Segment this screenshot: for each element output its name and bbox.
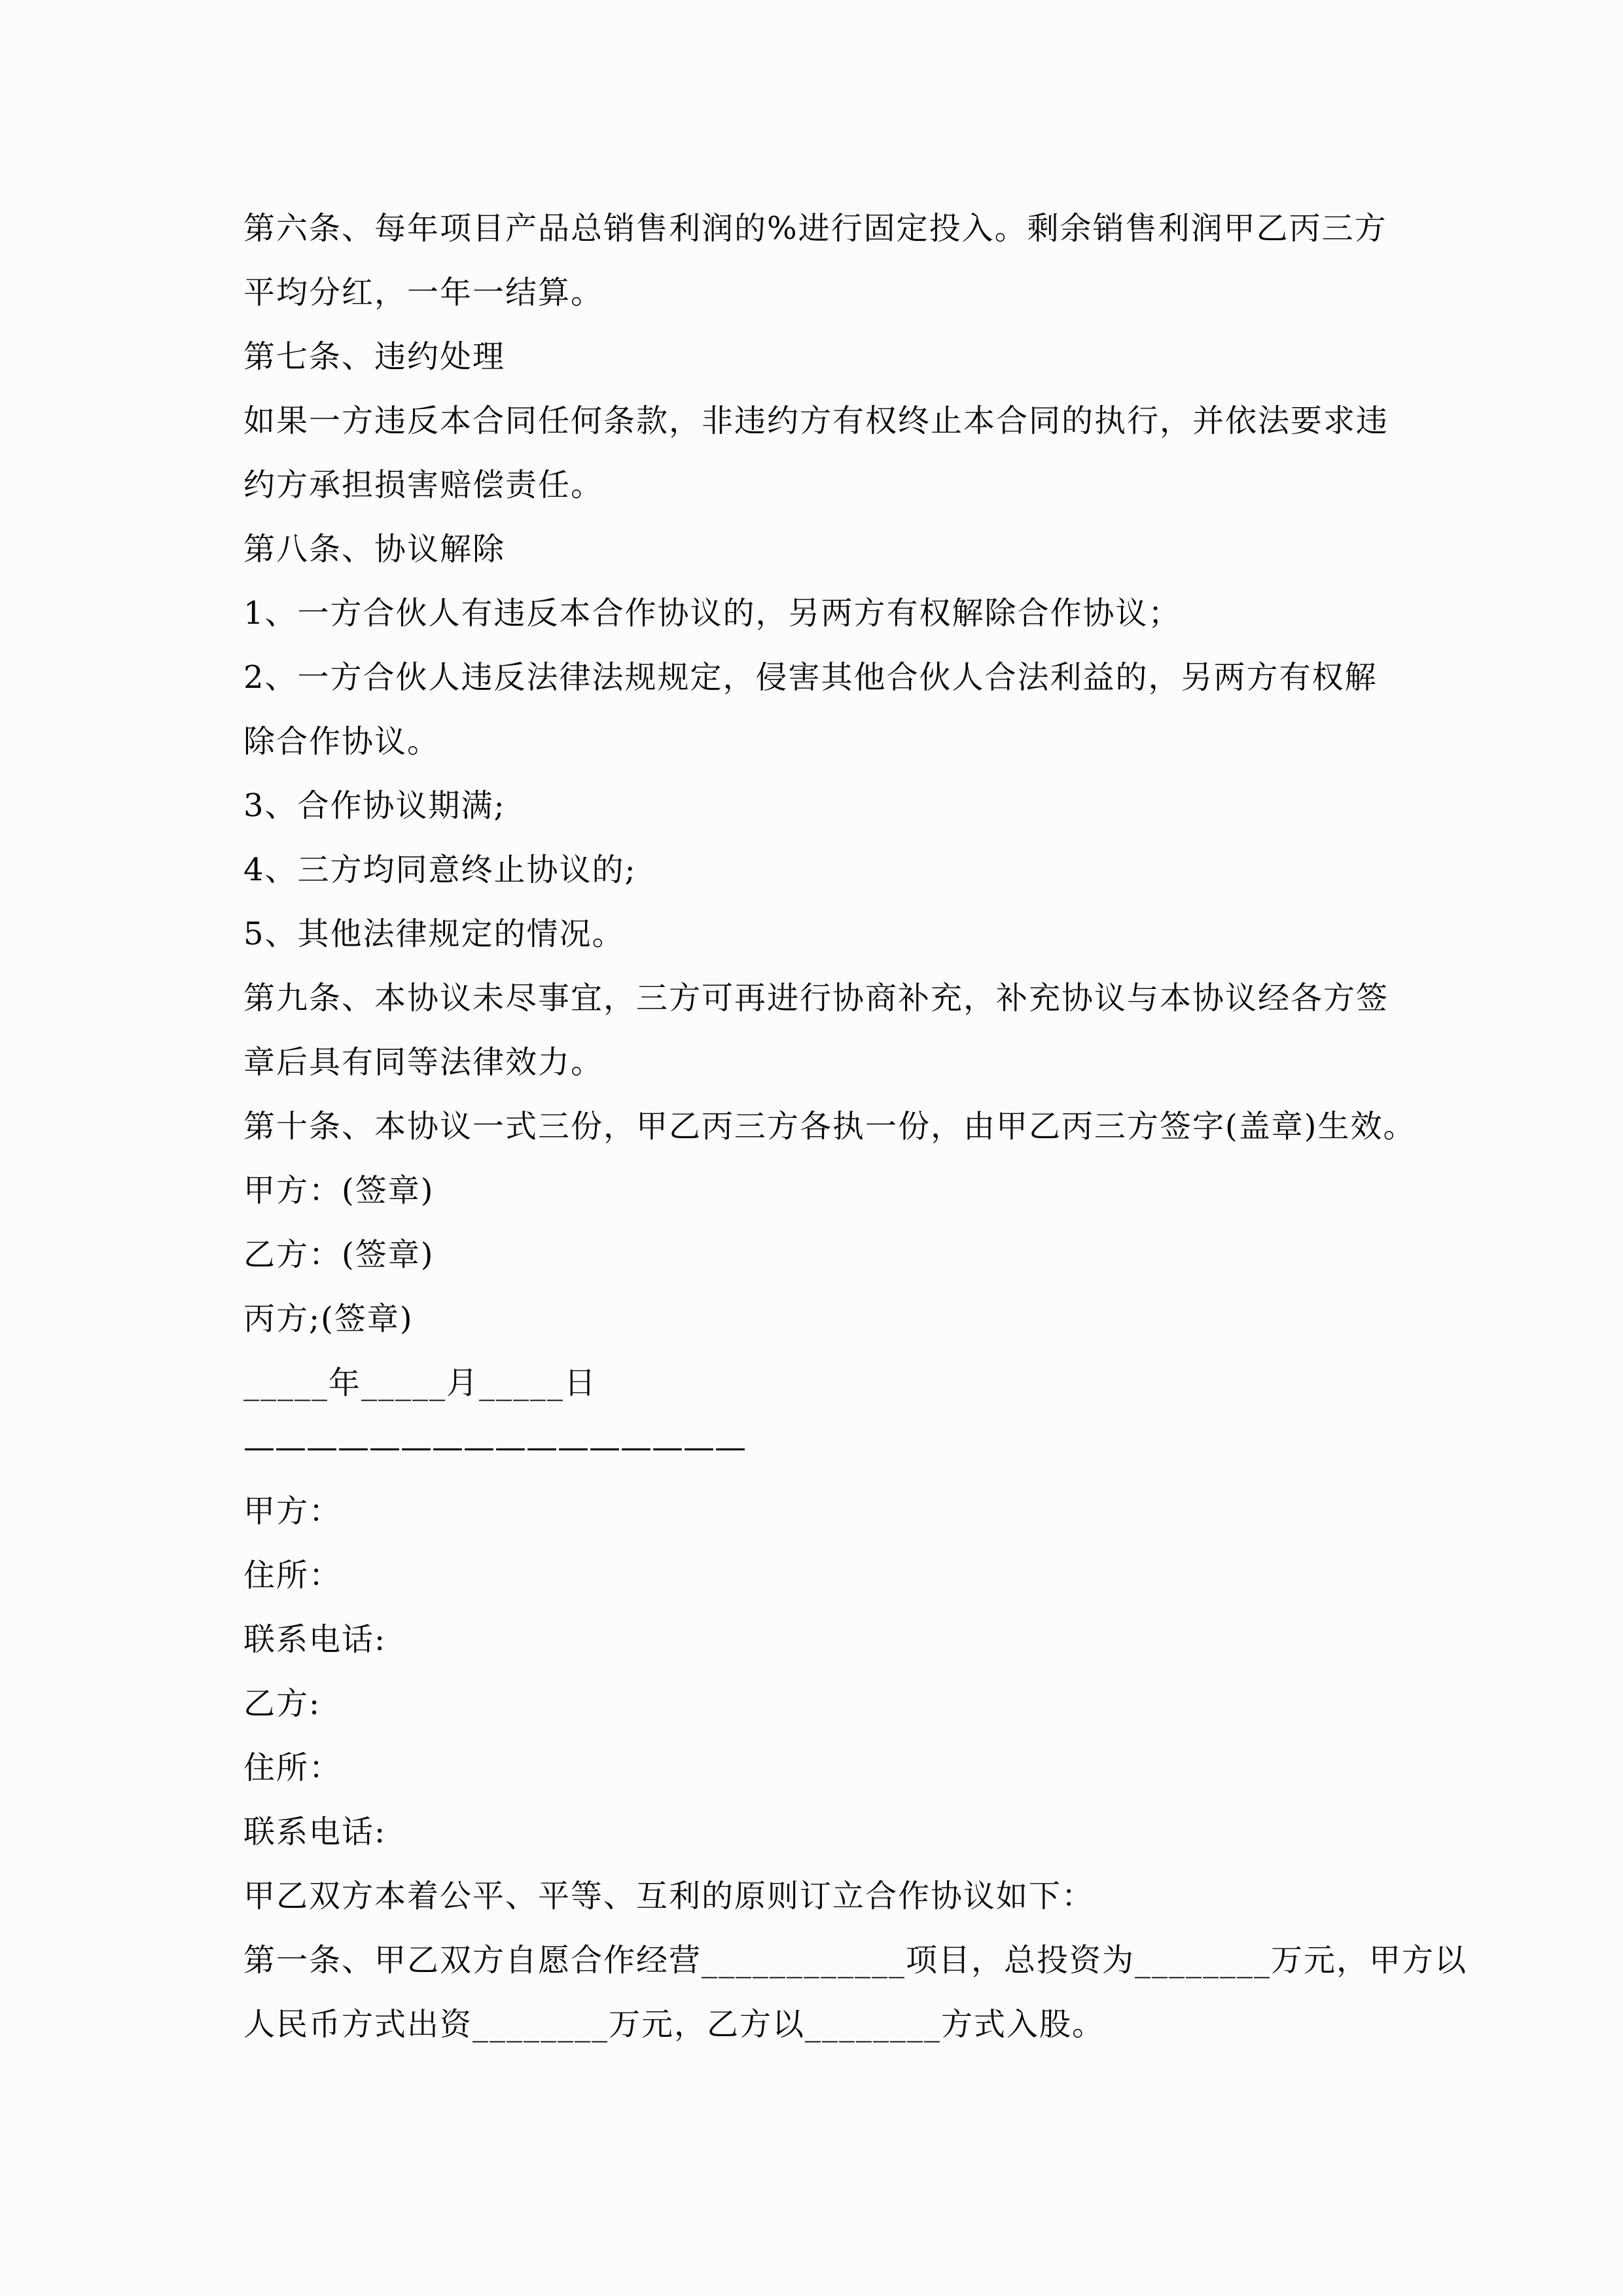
party-a-label: 甲方：: [243, 1493, 342, 1530]
party-b-address-label: 住所：: [243, 1749, 342, 1786]
document-body-text: [243, 196, 1468, 2056]
party-a-signature-line: 甲方：(签章): [243, 1172, 435, 1209]
clause-8-heading: 第八条、协议解除: [243, 531, 506, 567]
clause-8-item-2-line-2: 除合作协议。: [243, 723, 440, 760]
clause-7-line-1: 如果一方违反本合同任何条款，非违约方有权终止本合同的执行，并依法要求违: [243, 403, 1389, 439]
clause-9-line-2: 章后具有同等法律效力。: [243, 1044, 604, 1081]
clause-10-line: 第十条、本协议一式三份，甲乙丙三方各执一份，由甲乙丙三方签字(盖章)生效。: [243, 1108, 1416, 1145]
clause-8-item-4: 4、三方均同意终止协议的;: [243, 852, 637, 888]
preamble-line: 甲乙双方本着公平、平等、互利的原则订立合作协议如下：: [243, 1878, 1095, 1914]
party-c-signature-line: 丙方;(签章): [243, 1300, 414, 1337]
party-b-signature-line: 乙方：(签章): [243, 1236, 435, 1273]
clause-7-line-2: 约方承担损害赔偿责任。: [243, 467, 604, 503]
clause-1-line-2: 人民币方式出资________万元，乙方以________方式入股。: [243, 2006, 1105, 2043]
clause-8-item-1: 1、一方合伙人有违反本合作协议的，另两方有权解除合作协议；: [243, 595, 1181, 632]
clause-1-line-1: 第一条、甲乙双方自愿合作经营____________项目，总投资为________万元，甲方以: [243, 1942, 1468, 1979]
party-b-phone-label: 联系电话:: [243, 1814, 387, 1850]
date-blank-line: _____年_____月_____日: [243, 1365, 597, 1401]
clause-8-item-2-line-1: 2、一方合伙人违反法律法规规定，侵害其他合伙人合法利益的，另两方有权解: [243, 659, 1378, 696]
party-a-phone-label: 联系电话:: [243, 1621, 387, 1658]
clause-7-heading: 第七条、违约处理: [243, 338, 506, 375]
clause-6-line-1: 第六条、每年项目产品总销售利润的%进行固定投入。剩余销售利润甲乙丙三方: [243, 210, 1387, 247]
clause-6-line-2: 平均分红，一年一结算。: [243, 274, 604, 311]
clause-8-item-5: 5、其他法律规定的情况。: [243, 916, 625, 952]
section-divider-dashes: ————————————————: [243, 1429, 746, 1465]
party-b-label: 乙方:: [243, 1685, 321, 1722]
party-a-address-label: 住所：: [243, 1557, 342, 1594]
clause-9-line-1: 第九条、本协议未尽事宜，三方可再进行协商补充，补充协议与本协议经各方签: [243, 980, 1389, 1016]
clause-8-item-3: 3、合作协议期满;: [243, 787, 506, 824]
